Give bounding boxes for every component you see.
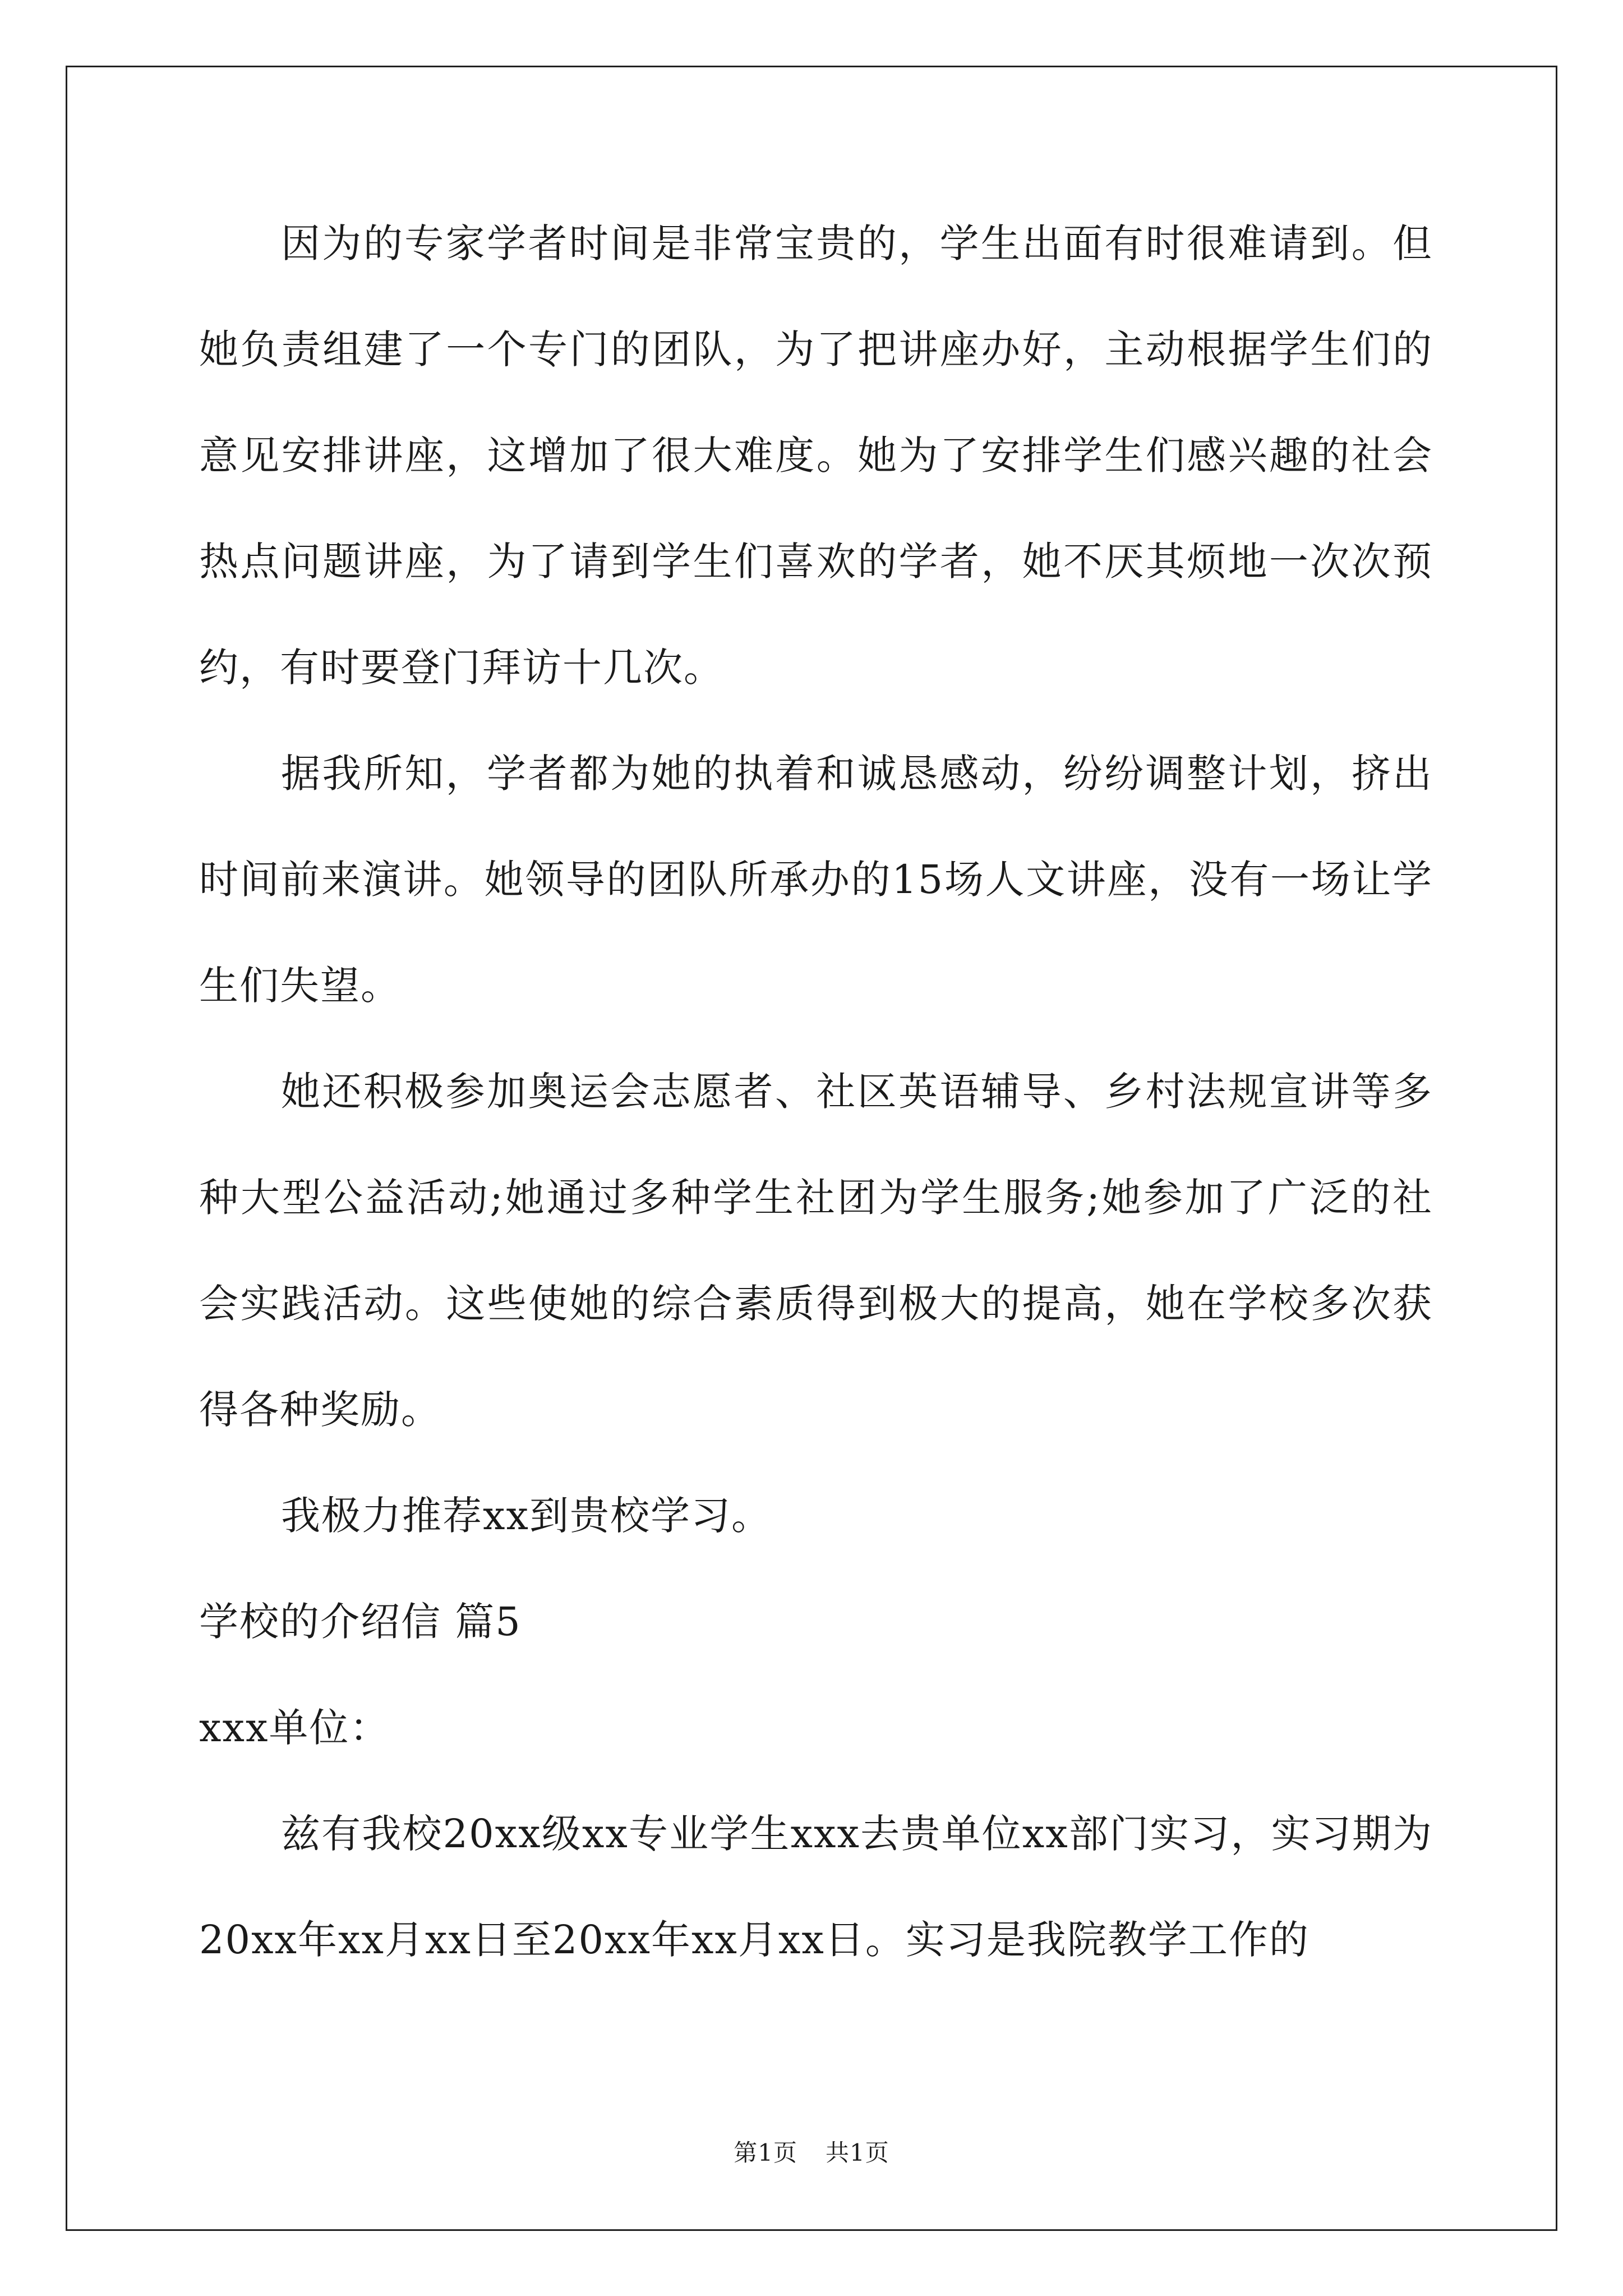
paragraph-recommendation: 我极力推荐xx到贵校学习。: [281, 1493, 772, 1539]
page-total: 共1页: [826, 2139, 889, 2166]
section-heading: 学校的介绍信 篇5: [199, 1599, 522, 1645]
paragraph-internship: 兹有我校20xx级xx专业学生xxx去贵单位xx部门实习，实习期为20xx年xx月xx日至20xx年xx月xx日。实习是我院教学工作的: [199, 1811, 1433, 1963]
letter-salutation: xxx单位：: [199, 1705, 390, 1751]
document-body: [199, 191, 1433, 1993]
paragraph-volunteer-activities: 她还积极参加奥运会志愿者、社区英语辅导、乡村法规宣讲等多种大型公益活动;她通过多种学生社团为学生服务;她参加了广泛的社会实践活动。这些使她的综合素质得到极大的提高，她在学校多次获得各种奖励。: [199, 1069, 1433, 1433]
page-number: 第1页: [734, 2139, 797, 2166]
page-footer: [0, 2134, 1623, 2168]
paragraph-lecture-results: 据我所知，学者都为她的执着和诚恳感动，纷纷调整计划，挤出时间前来演讲。她领导的团队所承办的15场人文讲座，没有一场让学生们失望。: [199, 751, 1433, 1009]
paragraph-lecture-team: 因为的专家学者时间是非常宝贵的，学生出面有时很难请到。但她负责组建了一个专门的团队，为了把讲座办好，主动根据学生们的意见安排讲座，这增加了很大难度。她为了安排学生们感兴趣的社会热点问题讲座，为了请到学生们喜欢的学者，她不厌其烦地一次次预约，有时要登门拜访十几次。: [199, 220, 1433, 691]
